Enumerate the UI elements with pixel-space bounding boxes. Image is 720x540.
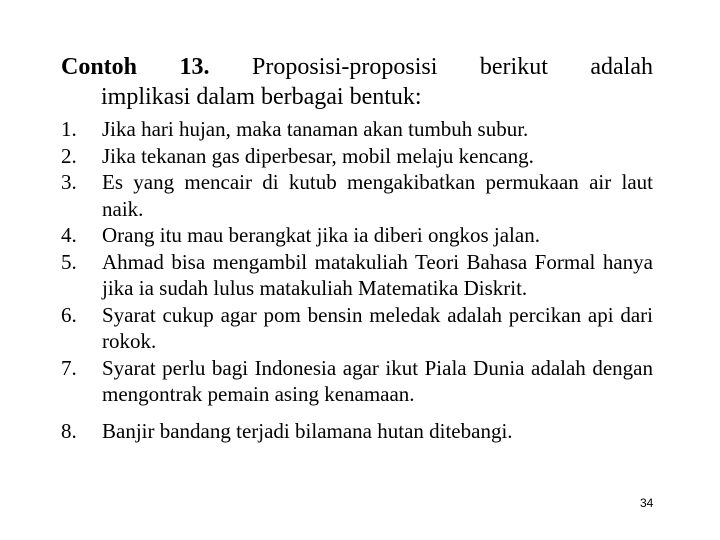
list-item — [61, 116, 653, 143]
list-item-number: 2. — [61, 143, 77, 168]
list-item — [61, 143, 653, 170]
list-item — [61, 169, 653, 222]
list-item-number: 4. — [61, 223, 77, 247]
heading-continuation: implikasi dalam berbagai bentuk: — [101, 84, 422, 110]
list-item-number: 1. — [61, 117, 77, 141]
list-item-number: 7. — [61, 355, 77, 380]
list-item — [61, 249, 653, 302]
list-item-text: Es yang mencair di kutub mengakibatkan permukaan air laut naik. — [102, 170, 653, 221]
list-item-text: Ahmad bisa mengambil matakuliah Teori Bahasa Formal hanya jika ia sudah lulus matakuliah Matematika Diskrit. — [102, 249, 653, 300]
example-list — [61, 116, 653, 444]
list-item-text: Jika hari hujan, maka tanaman akan tumbuh subur. — [102, 117, 529, 141]
heading-label: Contoh — [61, 54, 138, 80]
heading-text: Proposisi-proposisi berikut adalah — [252, 54, 653, 80]
list-item — [61, 418, 653, 445]
list-item-text: Syarat perlu bagi Indonesia agar ikut Piala Dunia adalah dengan mengontrak pemain asing kenamaan. — [102, 355, 653, 406]
list-item — [61, 355, 653, 408]
list-item-number: 6. — [61, 302, 77, 327]
list-item-number: 8. — [61, 418, 77, 443]
list-item-text: Syarat cukup agar pom bensin meledak adalah percikan api dari rokok. — [102, 302, 653, 353]
list-item-number: 5. — [61, 249, 77, 274]
list-item — [61, 222, 653, 249]
page-number: 34 — [640, 496, 654, 510]
list-item — [61, 302, 653, 355]
slide-heading — [61, 52, 653, 82]
list-item-text: Orang itu mau berangkat jika ia diberi ongkos jalan. — [102, 223, 540, 247]
heading-number: 13. — [179, 54, 210, 80]
list-item-number: 3. — [61, 170, 77, 194]
list-item-text: Banjir bandang terjadi bilamana hutan ditebangi. — [102, 418, 513, 443]
list-item-text: Jika tekanan gas diperbesar, mobil melaju kencang. — [102, 143, 534, 168]
